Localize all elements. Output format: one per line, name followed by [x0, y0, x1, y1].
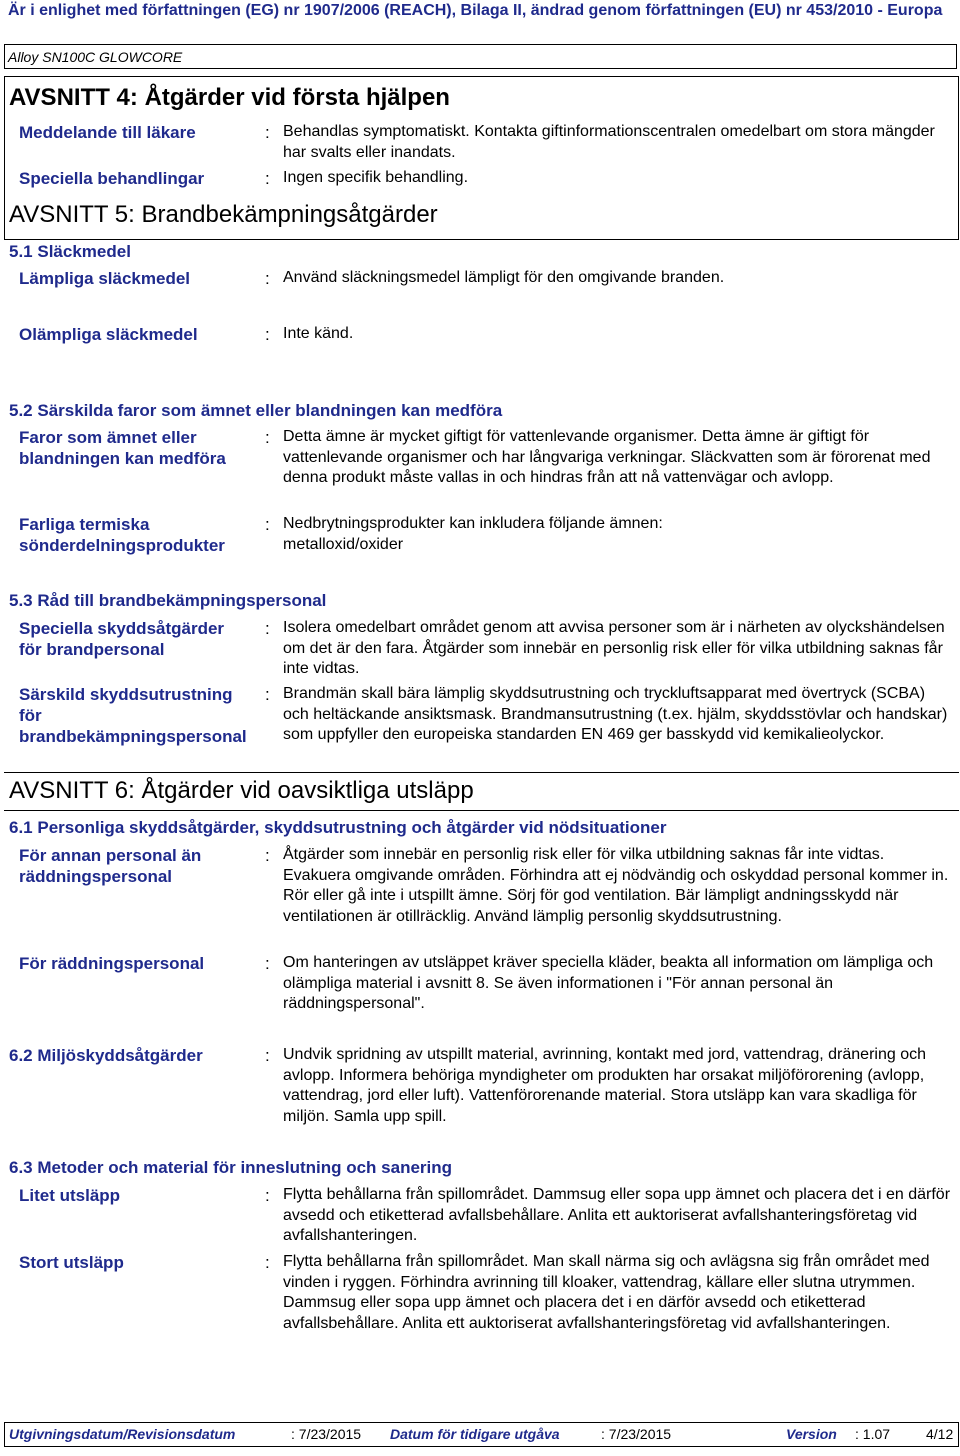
label-sarskild-line2: för [19, 706, 42, 725]
section-4-title: AVSNITT 4: Åtgärder vid första hjälpen [9, 84, 450, 111]
value-miljoskydd: Undvik spridning av utspillt material, avrinning, kontakt med jord, vattendrag, dränering och avlopp. Informera behöriga myndigheter om produkten har orsakat miljöförorening (avlopp, vattendrag, jord eller luft). Vattenförorenande material. Stora utsläpp kan vara skadliga för miljön. Samla upp spill. [283, 1046, 926, 1125]
label-faror-line1: Faror som ämnet eller [19, 428, 197, 447]
footer-revision-value: : 7/23/2015 [291, 1426, 362, 1442]
colon: : [265, 428, 270, 447]
section-6-rule-top [4, 772, 959, 773]
value-faror: Detta ämne är mycket giftigt för vattenlevande organismer. Detta ämne är giftigt för vattenlevande organismer och har långvariga verkningar. Släckvatten som är förorenat med denna produkt måste vallas in och hindras från att nå vattenvägar och avlopp. [283, 428, 931, 486]
footer-previous-label: Datum för tidigare utgåva [390, 1426, 560, 1442]
footer-version-label: Version [786, 1426, 837, 1442]
label-annan-personal-line1: För annan personal än [19, 846, 202, 865]
label-speciella-skydd-line1: Speciella skyddsåtgärder [19, 619, 225, 638]
colon: : [265, 1186, 270, 1205]
subsection-5-1: 5.1 Släckmedel [9, 242, 131, 261]
section-5-title: AVSNITT 5: Brandbekämpningsåtgärder [9, 201, 438, 228]
section-6-rule-bottom [4, 810, 959, 811]
value-annan-personal: Åtgärder som innebär en personlig risk eller för vilka utbildning saknas får inte vidtas. Evakuera omgivande områden. Förhindra att ej nödvändig och oskyddad personal kommer in. Rör eller gå inte i utspillt ämne. Sörj för god ventilation. Bär lämpligt andningsskydd när ventilationen är otillräcklig. Använd lämplig personlig skyddsutrustning. [283, 846, 949, 925]
document-header-title: Är i enlighet med författningen (EG) nr 1907/2006 (REACH), Bilaga II, ändrad genom författningen (EU) nr 453/2010 - Europa [8, 2, 943, 19]
colon: : [265, 515, 270, 534]
footer-page-number: 4/12 [926, 1426, 954, 1442]
label-farliga-line2: sönderdelningsprodukter [19, 536, 225, 555]
subsection-5-2: 5.2 Särskilda faror som ämnet eller blandningen kan medföra [9, 401, 503, 420]
subsection-6-2: 6.2 Miljöskyddsåtgärder [9, 1046, 203, 1065]
value-olampliga: Inte känd. [283, 325, 354, 342]
value-farliga-line1: Nedbrytningsprodukter kan inkludera följande ämnen: [283, 515, 663, 532]
value-sarskild: Brandmän skall bära lämplig skyddsutrustning och tryckluftsapparat med övertryck (SCBA) och heltäckande ansiktsmask. Brandmansutrustning (t.ex. hjälm, skyddsstövlar och handskar) som uppfyller den europeiska standarden EN 469 ger basskydd vid kemikalieolyckor. [283, 685, 948, 743]
value-meddelande: Behandlas symptomatiskt. Kontakta giftinformationscentralen omedelbart om stora mängder har svalts eller inandats. [283, 123, 935, 161]
colon: : [265, 325, 270, 344]
colon: : [265, 169, 270, 188]
subsection-6-3: 6.3 Metoder och material för inneslutning och sanering [9, 1158, 453, 1177]
value-raddningspersonal: Om hanteringen av utsläppet kräver speciella kläder, beakta all information om lämpliga och olämpliga material i avsnitt 8. Se även informationen i "För annan personal än räddningspersonal". [283, 954, 934, 1012]
label-sarskild-line1: Särskild skyddsutrustning [19, 685, 233, 704]
label-faror-line2: blandningen kan medföra [19, 449, 226, 468]
label-meddelande: Meddelande till läkare [19, 123, 196, 142]
label-farliga-line1: Farliga termiska [19, 515, 150, 534]
footer-revision-label: Utgivningsdatum/Revisionsdatum [9, 1426, 236, 1442]
value-litet-utslapp: Flytta behållarna från spillområdet. Dammsug eller sopa upp ämnet och placera det i en därför avsedd och etiketterad avfallsbehållare. Anlita ett auktoriserat avfallshanteringsföretag vid avfallshanteringen. [283, 1186, 951, 1244]
colon: : [265, 123, 270, 142]
label-sarskild-line3: brandbekämpningspersonal [19, 727, 247, 746]
colon: : [265, 1253, 270, 1272]
colon: : [265, 954, 270, 973]
subsection-6-1: 6.1 Personliga skyddsåtgärder, skyddsutrustning och åtgärder vid nödsituationer [9, 818, 667, 837]
value-speciella-behandlingar: Ingen specifik behandling. [283, 169, 469, 186]
label-speciella-skydd-line2: för brandpersonal [19, 640, 165, 659]
product-name: Alloy SN100C GLOWCORE [8, 49, 183, 65]
subsection-5-3: 5.3 Råd till brandbekämpningspersonal [9, 591, 327, 610]
colon: : [265, 685, 270, 704]
label-litet-utslapp: Litet utsläpp [19, 1186, 121, 1205]
colon: : [265, 846, 270, 865]
colon: : [265, 619, 270, 638]
label-lampliga: Lämpliga släckmedel [19, 269, 191, 288]
label-speciella-behandlingar: Speciella behandlingar [19, 169, 205, 188]
value-stort-utslapp: Flytta behållarna från spillområdet. Man skall närma sig och avlägsna sig från området med vinden i ryggen. Förhindra avrinning till kloaker, vattendrag, källare eller slutna utrymmen. Dammsug eller sopa upp ämnet och placera det i en därför avsedd och etiketterad avfallsbehållare. Anlita ett auktoriserat avfallshanteringsföretag vid avfallshanteringen. [283, 1253, 930, 1332]
colon: : [265, 269, 270, 288]
value-lampliga: Använd släckningsmedel lämpligt för den omgivande branden. [283, 269, 725, 286]
footer-previous-value: : 7/23/2015 [601, 1426, 672, 1442]
value-speciella-skydd: Isolera omedelbart området genom att avvisa personer som är i närheten av olyckshändelsen om det är den fara. Åtgärder som innebär en personlig risk eller för vilka utbildning saknas får inte vidtas. [283, 619, 945, 677]
value-farliga-line2: metalloxid/oxider [283, 536, 404, 553]
footer-version-value: : 1.07 [855, 1426, 891, 1442]
label-olampliga: Olämpliga släckmedel [19, 325, 198, 344]
label-annan-personal-line2: räddningspersonal [19, 867, 173, 886]
label-raddningspersonal: För räddningspersonal [19, 954, 205, 973]
label-stort-utslapp: Stort utsläpp [19, 1253, 124, 1272]
section-6-title: AVSNITT 6: Åtgärder vid oavsiktliga utsläpp [9, 777, 474, 804]
colon: : [265, 1046, 270, 1065]
